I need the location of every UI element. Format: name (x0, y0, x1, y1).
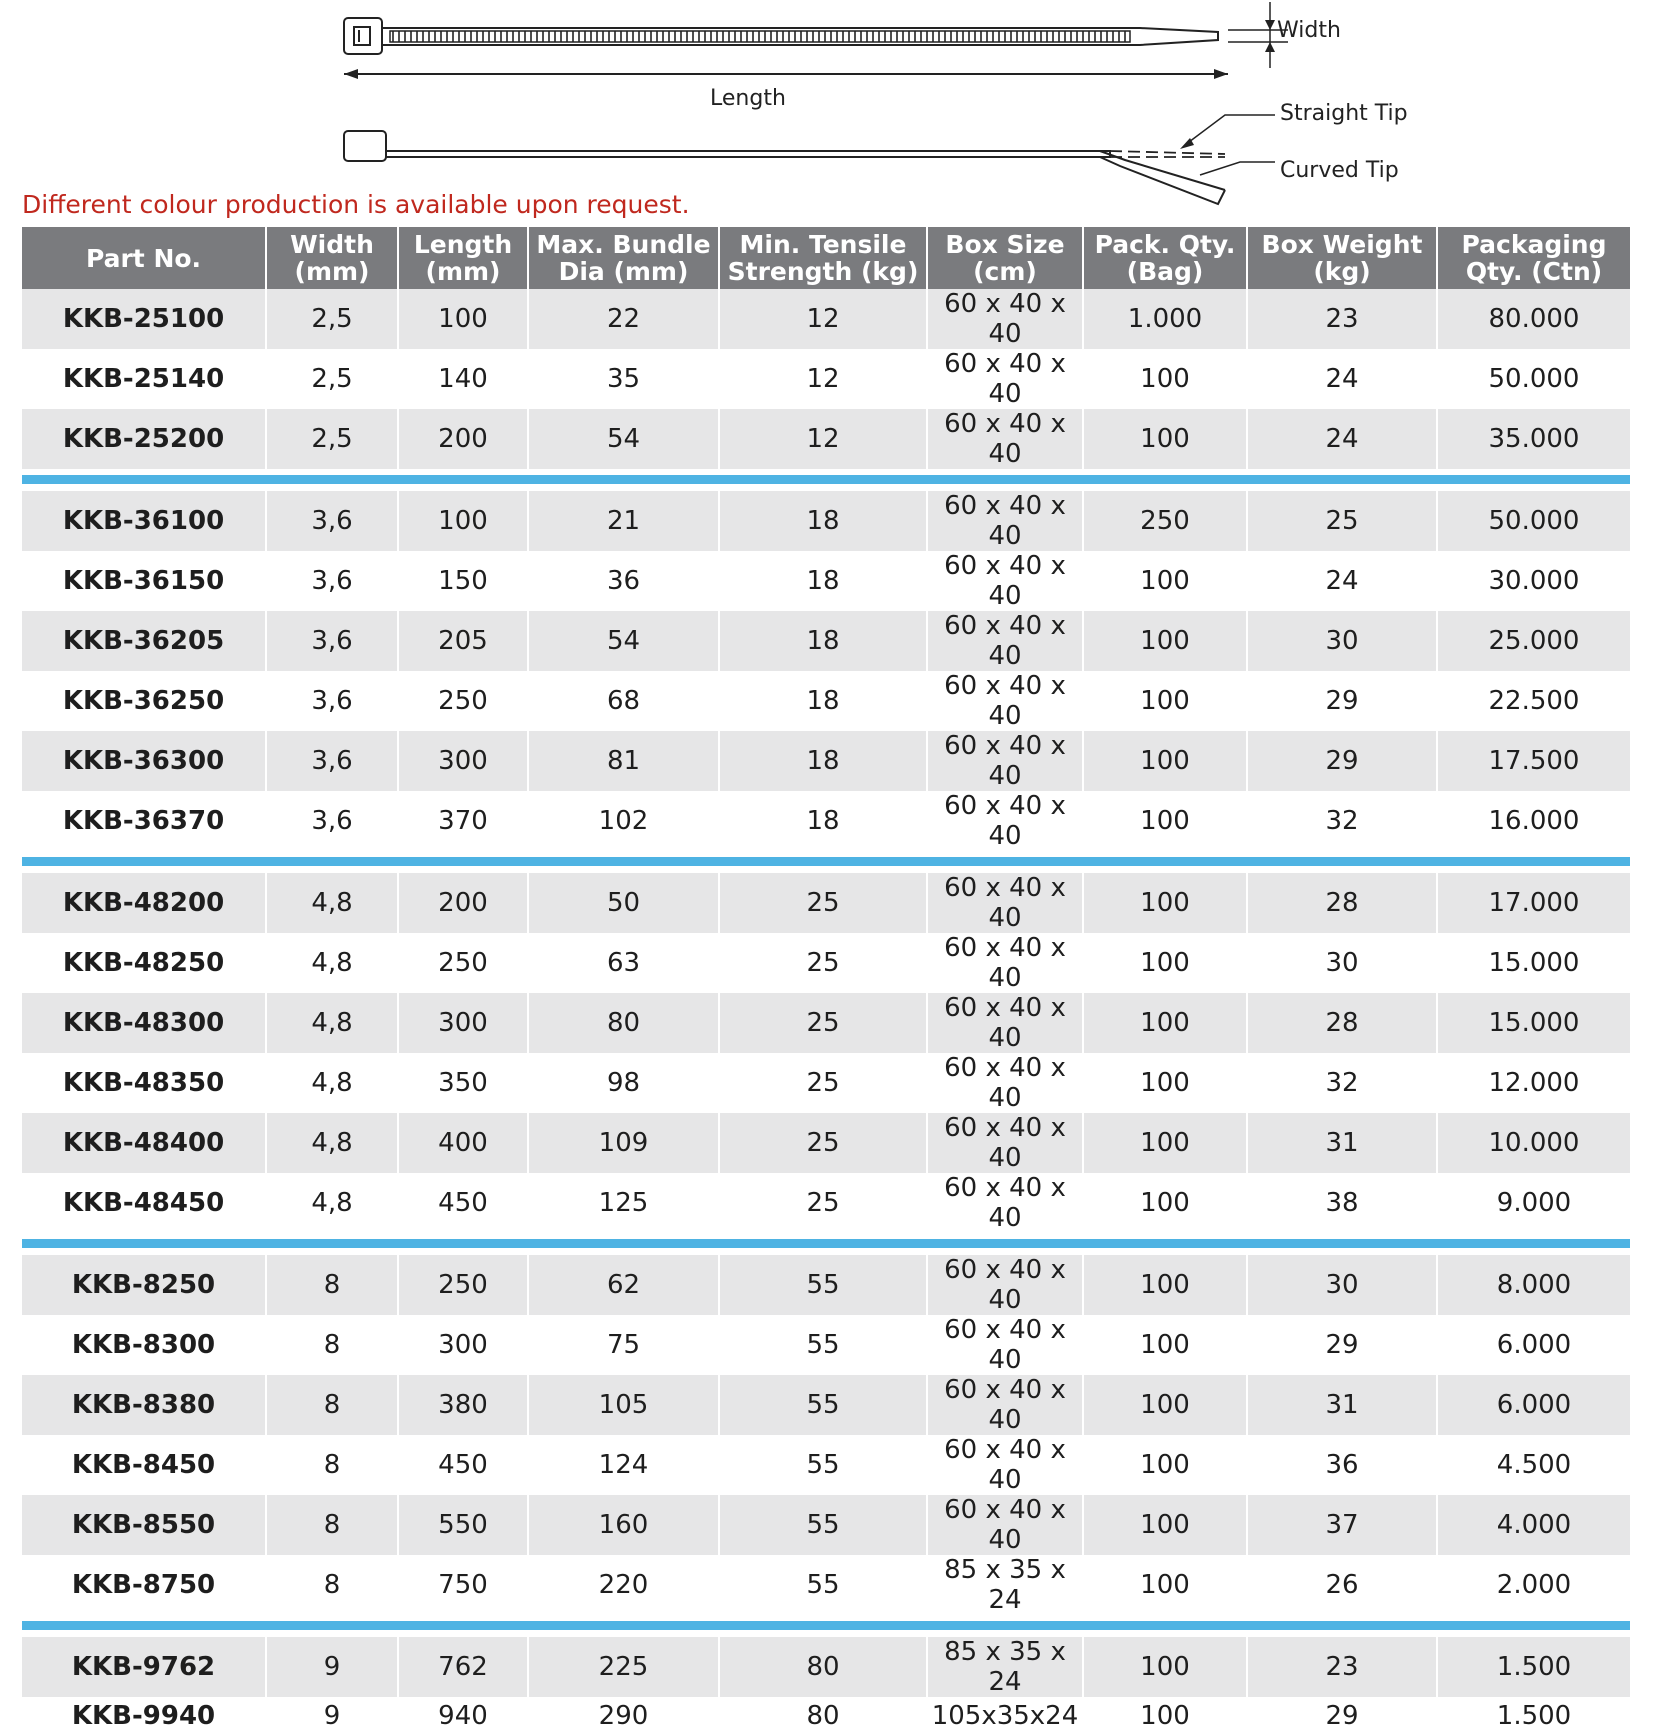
packaging-qty-cell: 15.000 (1437, 993, 1630, 1053)
box-weight-cell: 24 (1247, 349, 1437, 409)
width-cell: 3,6 (266, 671, 398, 731)
min-tensile-strength-cell: 55 (719, 1255, 927, 1315)
box-size-cell: 60 x 40 x 40 (927, 873, 1083, 933)
part-no-cell: KKB-48350 (62, 1068, 225, 1098)
length-cell: 370 (398, 791, 528, 851)
min-tensile-strength-cell: 12 (719, 349, 927, 409)
part-no-cell: KKB-36100 (22, 491, 266, 551)
max-bundle-dia-cell: 220 (528, 1555, 719, 1615)
table-row (22, 1495, 1630, 1555)
width-cell: 2,5 (266, 289, 398, 349)
max-bundle-dia-cell: 125 (528, 1173, 719, 1233)
min-tensile-strength-cell: 25 (719, 1113, 927, 1173)
width-cell: 3,6 (266, 731, 398, 791)
max-bundle-dia-cell: 98 (528, 1053, 719, 1113)
min-tensile-strength-cell: 55 (719, 1435, 927, 1495)
part-no-cell: KKB-48300 (22, 993, 266, 1053)
part-no-cell: KKB-8250 (22, 1255, 266, 1315)
width-cell: 8 (266, 1495, 398, 1555)
part-no-cell: KKB-8550 (22, 1495, 266, 1555)
packaging-qty-cell: 10.000 (1437, 1113, 1630, 1173)
max-bundle-dia-cell: 36 (528, 551, 719, 611)
separator-bar (22, 857, 1630, 866)
column-header-line1: Length (413, 230, 513, 259)
width-cell: 8 (266, 1555, 398, 1615)
width-cell: 4,8 (266, 993, 398, 1053)
max-bundle-dia-cell: 290 (528, 1697, 719, 1734)
max-bundle-dia-cell: 50 (528, 873, 719, 933)
box-weight-cell: 31 (1247, 1375, 1437, 1435)
packaging-qty-cell: 4.000 (1437, 1495, 1630, 1555)
table-row (22, 349, 1630, 409)
min-tensile-strength-cell: 55 (719, 1495, 927, 1555)
part-no-cell: KKB-25200 (22, 409, 266, 469)
packaging-qty-cell: 25.000 (1437, 611, 1630, 671)
straight-tip (1110, 151, 1225, 157)
length-cell: 762 (398, 1637, 528, 1697)
table-row (22, 409, 1630, 469)
part-no-cell: KKB-48400 (22, 1113, 266, 1173)
max-bundle-dia-cell: 21 (528, 491, 719, 551)
part-no-cell: KKB-9940 (71, 1700, 216, 1731)
width-cell: 8 (266, 1255, 398, 1315)
width-cell: 4,8 (266, 1053, 398, 1113)
width-cell: 3,6 (266, 491, 398, 551)
length-cell: 380 (398, 1375, 528, 1435)
packaging-qty-cell: 8.000 (1437, 1255, 1630, 1315)
length-cell: 100 (398, 491, 528, 551)
curved-tip (1100, 151, 1225, 204)
group-separator (22, 851, 1630, 873)
min-tensile-strength-cell: 18 (719, 491, 927, 551)
length-cell: 450 (398, 1173, 528, 1233)
width-cell: 8 (266, 1435, 398, 1495)
pack-qty-cell: 100 (1083, 409, 1247, 469)
length-cell: 200 (398, 409, 528, 469)
packaging-qty-cell: 22.500 (1437, 671, 1630, 731)
max-bundle-dia-cell: 75 (528, 1315, 719, 1375)
box-weight-cell: 23 (1247, 1637, 1437, 1697)
width-cell: 2,5 (266, 349, 398, 409)
width-cell: 8 (266, 1375, 398, 1435)
column-header-line2: (mm) (425, 257, 501, 286)
pack-qty-cell: 100 (1083, 1173, 1247, 1233)
max-bundle-dia-cell: 80 (528, 993, 719, 1053)
column-header-line1: Packaging (1461, 230, 1607, 259)
table-row (22, 993, 1630, 1053)
max-bundle-dia-cell: 160 (528, 1495, 719, 1555)
part-no-cell: KKB-36300 (22, 731, 266, 791)
tie-head-side (344, 131, 386, 161)
part-no-cell: KKB-48450 (62, 1188, 225, 1218)
box-weight-cell: 25 (1247, 491, 1437, 551)
box-weight-cell: 29 (1247, 731, 1437, 791)
box-size-cell: 60 x 40 x 40 (927, 671, 1083, 731)
column-header-min-tensile-strength (719, 227, 927, 289)
min-tensile-strength-cell: 25 (719, 1053, 927, 1113)
packaging-qty-cell: 17.500 (1437, 731, 1630, 791)
max-bundle-dia-cell: 63 (528, 933, 719, 993)
pack-qty-cell: 100 (1083, 1113, 1247, 1173)
packaging-qty-cell: 35.000 (1437, 409, 1630, 469)
table-row (22, 731, 1630, 791)
width-cell: 3,6 (266, 551, 398, 611)
min-tensile-strength-cell: 18 (719, 611, 927, 671)
min-tensile-strength-cell: 25 (719, 873, 927, 933)
straight-tip-leader (1185, 115, 1275, 145)
max-bundle-dia-cell: 225 (528, 1637, 719, 1697)
part-no-cell: KKB-36205 (22, 611, 266, 671)
part-no-cell: KKB-9762 (22, 1637, 266, 1697)
packaging-qty-cell: 80.000 (1437, 289, 1630, 349)
length-cell: 450 (398, 1435, 528, 1495)
table-row (22, 1173, 1630, 1233)
box-size-cell: 85 x 35 x 24 (927, 1637, 1083, 1697)
width-cell: 4,8 (266, 873, 398, 933)
max-bundle-dia-cell: 62 (528, 1255, 719, 1315)
max-bundle-dia-cell: 68 (528, 671, 719, 731)
column-header-line2: Strength (kg) (727, 257, 919, 286)
column-header-line2: (mm) (294, 257, 370, 286)
separator-bar (22, 1239, 1630, 1248)
cable-tie-spec-table (22, 227, 1630, 1734)
table-row (22, 491, 1630, 551)
pack-qty-cell: 100 (1083, 551, 1247, 611)
colour-availability-note: Different colour production is available upon request. (22, 190, 690, 219)
box-weight-cell: 30 (1247, 1255, 1437, 1315)
box-size-cell: 60 x 40 x 40 (927, 933, 1083, 993)
tie-teeth (390, 31, 1130, 42)
column-header-line2: Dia (mm) (558, 257, 689, 286)
tie-strap-side (386, 151, 1110, 157)
box-size-cell: 60 x 40 x 40 (927, 1315, 1083, 1375)
curved-tip-leader (1200, 162, 1275, 175)
width-cell: 4,8 (266, 933, 398, 993)
box-weight-cell: 28 (1247, 873, 1437, 933)
max-bundle-dia-cell: 102 (528, 791, 719, 851)
min-tensile-strength-cell: 18 (719, 671, 927, 731)
max-bundle-dia-cell: 105 (528, 1375, 719, 1435)
packaging-qty-cell: 2.000 (1437, 1555, 1630, 1615)
column-header-line1: Max. Bundle (536, 230, 711, 259)
pack-qty-cell: 100 (1083, 1435, 1247, 1495)
separator-bar (22, 475, 1630, 484)
table-row (22, 1315, 1630, 1375)
min-tensile-strength-cell: 80 (719, 1697, 927, 1734)
column-header-line2: (Bag) (1126, 257, 1204, 286)
box-size-cell: 60 x 40 x 40 (927, 1053, 1083, 1113)
table-row (22, 1113, 1630, 1173)
max-bundle-dia-cell: 35 (528, 349, 719, 409)
max-bundle-dia-cell: 22 (528, 289, 719, 349)
box-weight-cell: 30 (1247, 933, 1437, 993)
table-row (22, 1435, 1630, 1495)
length-cell: 250 (398, 671, 528, 731)
max-bundle-dia-cell: 124 (528, 1435, 719, 1495)
part-no-cell: KKB-8750 (71, 1570, 216, 1600)
column-header-line1: Box Weight (1261, 230, 1423, 259)
length-cell: 100 (398, 289, 528, 349)
box-size-cell: 60 x 40 x 40 (927, 349, 1083, 409)
group-separator (22, 469, 1630, 491)
pack-qty-cell: 250 (1083, 491, 1247, 551)
length-cell: 200 (398, 873, 528, 933)
group-separator (22, 1233, 1630, 1255)
table-row (22, 289, 1630, 349)
length-cell: 150 (398, 551, 528, 611)
max-bundle-dia-cell: 54 (528, 409, 719, 469)
packaging-qty-cell: 4.500 (1437, 1435, 1630, 1495)
part-no-cell: KKB-8380 (22, 1375, 266, 1435)
box-weight-cell: 32 (1247, 1053, 1437, 1113)
table-row (22, 611, 1630, 671)
min-tensile-strength-cell: 80 (719, 1637, 927, 1697)
column-header-line2: (cm) (973, 257, 1037, 286)
column-header-part-no (22, 227, 266, 289)
table-row (22, 791, 1630, 851)
table-row (22, 1255, 1630, 1315)
min-tensile-strength-cell: 55 (719, 1555, 927, 1615)
part-no-cell: KKB-36250 (62, 686, 225, 716)
column-header-box-weight (1247, 227, 1437, 289)
min-tensile-strength-cell: 55 (719, 1315, 927, 1375)
column-header-pack-qty (1083, 227, 1247, 289)
packaging-qty-cell: 9.000 (1437, 1173, 1630, 1233)
length-label: Length (710, 86, 786, 111)
column-header-length (398, 227, 528, 289)
pack-qty-cell: 100 (1083, 611, 1247, 671)
part-no-cell: KKB-36150 (62, 566, 225, 596)
box-size-cell: 60 x 40 x 40 (927, 551, 1083, 611)
pack-qty-cell: 100 (1083, 1637, 1247, 1697)
pack-qty-cell: 1.000 (1083, 289, 1247, 349)
group-separator (22, 1615, 1630, 1637)
width-cell: 4,8 (266, 1173, 398, 1233)
table-row (22, 933, 1630, 993)
min-tensile-strength-cell: 55 (719, 1375, 927, 1435)
column-header-line1: Width (290, 230, 374, 259)
box-size-cell: 60 x 40 x 40 (927, 1495, 1083, 1555)
box-size-cell: 60 x 40 x 40 (927, 1435, 1083, 1495)
box-size-cell: 85 x 35 x 24 (927, 1555, 1083, 1615)
box-size-cell: 60 x 40 x 40 (927, 791, 1083, 851)
length-cell: 300 (398, 993, 528, 1053)
box-weight-cell: 37 (1247, 1495, 1437, 1555)
table-row (22, 671, 1630, 731)
min-tensile-strength-cell: 18 (719, 791, 927, 851)
pack-qty-cell: 100 (1083, 1053, 1247, 1113)
packaging-qty-cell: 6.000 (1437, 1375, 1630, 1435)
packaging-qty-cell: 17.000 (1437, 873, 1630, 933)
box-size-cell: 105x35x24 (927, 1697, 1083, 1734)
width-cell: 4,8 (266, 1113, 398, 1173)
pack-qty-cell: 100 (1083, 671, 1247, 731)
table-header-row (22, 227, 1630, 289)
box-size-cell: 60 x 40 x 40 (927, 1255, 1083, 1315)
column-header-line2: Qty. (Ctn) (1465, 257, 1603, 286)
pack-qty-cell: 100 (1083, 933, 1247, 993)
length-cell: 140 (398, 349, 528, 409)
width-cell: 8 (266, 1315, 398, 1375)
table-row (22, 1053, 1630, 1113)
min-tensile-strength-cell: 12 (719, 289, 927, 349)
packaging-qty-cell: 1.500 (1437, 1637, 1630, 1697)
pack-qty-cell: 100 (1083, 1315, 1247, 1375)
box-weight-cell: 31 (1247, 1113, 1437, 1173)
tie-head-top (344, 18, 382, 54)
length-cell: 940 (398, 1697, 528, 1734)
packaging-qty-cell: 1.500 (1437, 1697, 1630, 1734)
pack-qty-cell: 100 (1083, 1555, 1247, 1615)
table-row (22, 1375, 1630, 1435)
length-cell: 400 (398, 1113, 528, 1173)
box-size-cell: 60 x 40 x 40 (927, 1375, 1083, 1435)
length-cell: 550 (398, 1495, 528, 1555)
pack-qty-cell: 100 (1083, 1255, 1247, 1315)
pack-qty-cell: 100 (1083, 993, 1247, 1053)
box-weight-cell: 29 (1247, 1315, 1437, 1375)
column-header-packaging-qty (1437, 227, 1630, 289)
box-weight-cell: 28 (1247, 993, 1437, 1053)
straight-tip-label: Straight Tip (1280, 101, 1408, 126)
box-size-cell: 60 x 40 x 40 (927, 491, 1083, 551)
table-row (22, 873, 1630, 933)
width-cell: 9 (266, 1637, 398, 1697)
column-header-box-size (927, 227, 1083, 289)
box-weight-cell: 29 (1247, 671, 1437, 731)
part-no-cell: KKB-36370 (62, 806, 225, 836)
table-row (22, 1555, 1630, 1615)
length-cell: 250 (398, 933, 528, 993)
column-header-line2: (kg) (1313, 257, 1371, 286)
width-cell: 2,5 (266, 409, 398, 469)
pack-qty-cell: 100 (1083, 1495, 1247, 1555)
packaging-qty-cell: 16.000 (1437, 791, 1630, 851)
packaging-qty-cell: 50.000 (1437, 491, 1630, 551)
box-size-cell: 60 x 40 x 40 (927, 289, 1083, 349)
part-no-cell: KKB-25100 (22, 289, 266, 349)
box-size-cell: 60 x 40 x 40 (927, 731, 1083, 791)
width-cell: 3,6 (266, 611, 398, 671)
length-cell: 350 (398, 1053, 528, 1113)
packaging-qty-cell: 15.000 (1437, 933, 1630, 993)
pack-qty-cell: 100 (1083, 873, 1247, 933)
min-tensile-strength-cell: 25 (719, 1173, 927, 1233)
column-header-width (266, 227, 398, 289)
min-tensile-strength-cell: 25 (719, 933, 927, 993)
column-header-line1: Pack. Qty. (1094, 230, 1236, 259)
box-weight-cell: 26 (1247, 1555, 1437, 1615)
part-no-cell: KKB-48250 (62, 948, 225, 978)
min-tensile-strength-cell: 18 (719, 731, 927, 791)
min-tensile-strength-cell: 18 (719, 551, 927, 611)
width-label: Width (1277, 18, 1341, 43)
max-bundle-dia-cell: 109 (528, 1113, 719, 1173)
box-weight-cell: 38 (1247, 1173, 1437, 1233)
box-weight-cell: 30 (1247, 611, 1437, 671)
packaging-qty-cell: 6.000 (1437, 1315, 1630, 1375)
box-size-cell: 60 x 40 x 40 (927, 1113, 1083, 1173)
box-size-cell: 60 x 40 x 40 (927, 409, 1083, 469)
box-size-cell: 60 x 40 x 40 (927, 993, 1083, 1053)
box-weight-cell: 36 (1247, 1435, 1437, 1495)
box-weight-cell: 24 (1247, 551, 1437, 611)
part-no-cell: KKB-48200 (22, 873, 266, 933)
column-header-line1: Box Size (945, 230, 1065, 259)
box-size-cell: 60 x 40 x 40 (927, 611, 1083, 671)
box-weight-cell: 32 (1247, 791, 1437, 851)
max-bundle-dia-cell: 81 (528, 731, 719, 791)
column-header-line1: Min. Tensile (739, 230, 907, 259)
box-weight-cell: 23 (1247, 289, 1437, 349)
length-cell: 300 (398, 1315, 528, 1375)
box-weight-cell: 24 (1247, 409, 1437, 469)
length-cell: 300 (398, 731, 528, 791)
table-row (22, 1637, 1630, 1697)
pack-qty-cell: 100 (1083, 731, 1247, 791)
pack-qty-cell: 100 (1083, 349, 1247, 409)
width-cell: 3,6 (266, 791, 398, 851)
column-header-line1: Part No. (85, 243, 202, 273)
width-cell: 9 (266, 1697, 398, 1734)
box-size-cell: 60 x 40 x 40 (927, 1173, 1083, 1233)
min-tensile-strength-cell: 25 (719, 993, 927, 1053)
part-no-cell: KKB-8300 (71, 1330, 216, 1360)
packaging-qty-cell: 12.000 (1437, 1053, 1630, 1113)
min-tensile-strength-cell: 12 (719, 409, 927, 469)
length-cell: 205 (398, 611, 528, 671)
part-no-cell: KKB-8450 (71, 1450, 216, 1480)
curved-tip-label: Curved Tip (1280, 158, 1399, 183)
length-cell: 250 (398, 1255, 528, 1315)
length-cell: 750 (398, 1555, 528, 1615)
table-row (22, 1697, 1630, 1734)
box-weight-cell: 29 (1247, 1697, 1437, 1734)
separator-bar (22, 1621, 1630, 1630)
column-header-max-bundle-dia (528, 227, 719, 289)
pack-qty-cell: 100 (1083, 791, 1247, 851)
part-no-cell: KKB-25140 (62, 364, 225, 394)
table-row (22, 551, 1630, 611)
packaging-qty-cell: 50.000 (1437, 349, 1630, 409)
packaging-qty-cell: 30.000 (1437, 551, 1630, 611)
pack-qty-cell: 100 (1083, 1375, 1247, 1435)
max-bundle-dia-cell: 54 (528, 611, 719, 671)
pack-qty-cell: 100 (1083, 1697, 1247, 1734)
